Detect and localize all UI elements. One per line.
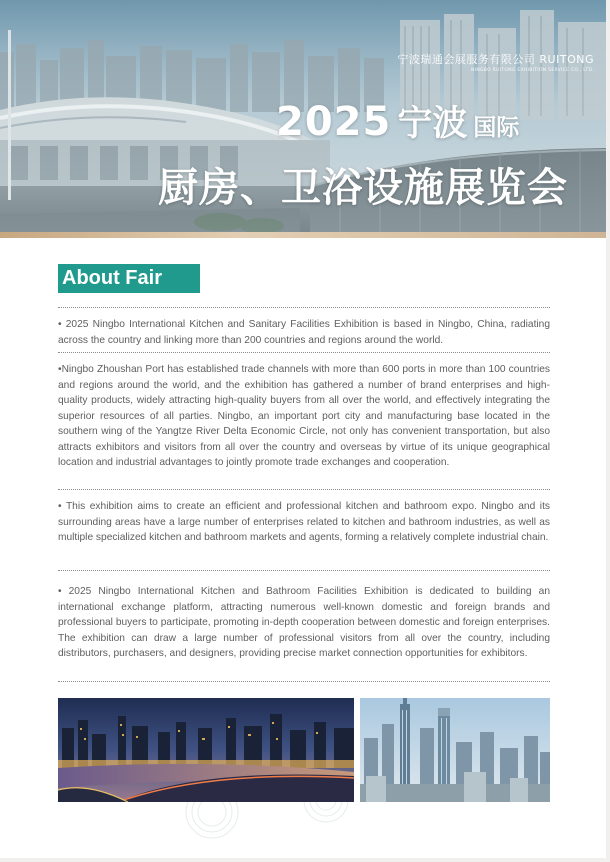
paragraph-4: • 2025 Ningbo International Kitchen and Bathroom Facilities Exhibition is dedicated to building an international exchange platform, attracting numerous well-known domestic and foreign brands and professional buyers to participate, promoting in-depth cooperation between domestic and foreign enterprises. The exhibition can draw a large number of professional visitors from all over the country, including distributors, purchasers, and designers, providing precise market connection opportunities for exhibitors. [58, 586, 550, 659]
paragraph-1: • 2025 Ningbo International Kitchen and Sanitary Facilities Exhibition is based in Ningbo, China, radiating across the country and linking more than 200 countries and regions around the world. [58, 319, 550, 346]
title-main: 厨房、卫浴设施展览会 [158, 165, 568, 211]
skyscrapers-photo [360, 698, 550, 802]
title-city: 宁波 [397, 103, 468, 144]
banner-accent-bar [0, 232, 606, 238]
divider [58, 352, 550, 353]
title-year: 2025 [276, 99, 392, 145]
divider [58, 681, 550, 682]
paragraph-3: • This exhibition aims to create an efficient and professional kitchen and bathroom expo. Ningbo and its surrounding areas have a large number of enterprises related to kitchen and bathroom industries, as well as multiple specialized kitchen and bathroom markets and agents, forming a relatively complete industrial chain. [58, 501, 550, 543]
divider [58, 307, 550, 308]
hero-banner [0, 0, 606, 234]
section-heading: About Fair [58, 264, 200, 293]
company-name-en: NINGBO RUITONG EXHIBITION SERVICE CO., LTD. [471, 68, 594, 73]
divider [58, 570, 550, 571]
company-logo [397, 51, 594, 73]
title-line-1 [276, 96, 519, 146]
night-city-photo [58, 698, 354, 802]
company-name: 宁波瑞通会展服务有限公司 RUITONG [397, 53, 594, 66]
divider [58, 489, 550, 490]
paragraph-2: •Ningbo Zhoushan Port has established trade channels with more than 600 ports in more than 100 countries and regions around the world, and the exhibition has gathered a number of brand enterprises and high-quality products, widely attracting high-quality buyers from all over the world, and effectively integrating the superior resources of all parties. Ningbo, an important port city and manufacturing base located in the southern wing of the Yangtze River Delta Economic Circle, not only has convenient transportation, but also attracts exhibitors and visitors from all over the country and overseas by virtue of its unique geographical location and industrial advantages to jointly promote trade exchanges and cooperation. [58, 364, 550, 468]
title-international: 国际 [473, 115, 520, 141]
